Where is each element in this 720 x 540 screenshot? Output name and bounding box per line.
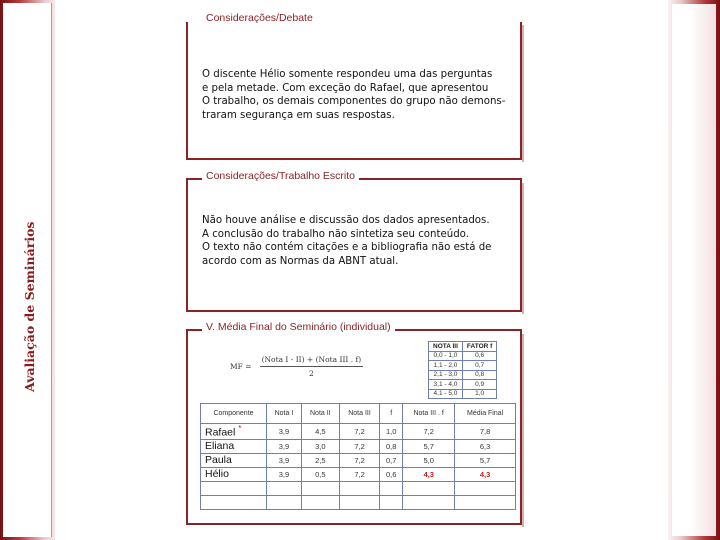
written-work-line: O texto não contém citações e a bibliografia não está de: [202, 242, 492, 254]
fator-cell: 1,0: [462, 389, 496, 399]
debate-box-title: Considerações/Debate: [202, 12, 317, 24]
header-cell: Nota III . f: [403, 404, 455, 424]
highlighted-final-grade-cell: 4,3: [455, 467, 516, 481]
blank-row: [201, 495, 516, 509]
fator-cell: 0,8: [462, 370, 496, 380]
asterisk-mark: *: [238, 424, 242, 433]
formula-denominator: 2: [309, 369, 314, 378]
blank-cell: [339, 495, 380, 509]
debate-line: e pela metade. Com exceção do Rafael, que apresentou: [202, 82, 489, 94]
formula-numerator: (Nota I - II) + (Nota III . f): [260, 355, 364, 367]
side-title: Avaliação de Seminários: [22, 221, 37, 392]
grade-cell: 3,9: [267, 453, 302, 467]
header-cell: Nota I: [267, 404, 302, 424]
blank-cell: [301, 481, 339, 495]
debate-box: [186, 12, 522, 160]
grade-cell: 0,6: [380, 467, 403, 481]
header-cell: f: [380, 404, 403, 424]
fator-cell: 3,1 - 4,0: [429, 380, 463, 390]
blank-cell: [267, 481, 302, 495]
blank-cell: [301, 495, 339, 509]
final-grade-formula: [230, 355, 363, 378]
grade-cell: 0,7: [380, 453, 403, 467]
blank-cell: [380, 481, 403, 495]
final-grade-cell: 5,7: [455, 453, 516, 467]
blank-cell: [201, 495, 267, 509]
table-row: [201, 453, 516, 467]
written-work-line: acordo com as Normas da ABNT atual.: [202, 255, 399, 267]
grade-cell: 4,5: [301, 424, 339, 440]
blank-cell: [267, 495, 302, 509]
blank-cell: [403, 495, 455, 509]
final-grade-box: [186, 321, 522, 525]
final-grade-header-row: [201, 404, 516, 424]
fator-cell: 4,1 - 5,0: [429, 389, 463, 399]
grade-cell: 7,2: [339, 467, 380, 481]
fator-row: [429, 361, 497, 371]
component-name: [201, 439, 267, 453]
blank-cell: [455, 495, 516, 509]
written-work-line: A conclusão do trabalho não sintetiza seu conteúdo.: [202, 228, 469, 240]
final-grade-table: [200, 403, 516, 510]
grade-cell: 3,9: [267, 424, 302, 440]
written-work-line: Não houve análise e discussão dos dados apresentados.: [202, 215, 490, 226]
header-cell: Nota II: [301, 404, 339, 424]
fator-cell: 0,9: [462, 380, 496, 390]
highlighted-grade-cell: 4,3: [403, 467, 455, 481]
header-cell: Componente: [201, 404, 267, 424]
fator-table: [428, 341, 497, 399]
slide-image: [172, 14, 533, 526]
formula-lhs: MF =: [230, 362, 252, 371]
blank-cell: [339, 481, 380, 495]
grade-cell: 3,0: [301, 439, 339, 453]
formula-fraction: [260, 355, 364, 378]
grade-cell: 2,5: [301, 453, 339, 467]
component-name-text: Hélio: [205, 468, 229, 480]
component-name-text: Paula: [205, 454, 232, 466]
fator-cell: 2,1 - 3,0: [429, 370, 463, 380]
grade-cell: 0,5: [301, 467, 339, 481]
blank-row: [201, 481, 516, 495]
grade-cell: 0,8: [380, 439, 403, 453]
fator-row: [429, 351, 497, 361]
component-name-text: Rafael: [205, 426, 236, 439]
fator-cell: 0,7: [462, 361, 496, 371]
grade-cell: 1,0: [380, 424, 403, 440]
grade-cell: 7,2: [339, 453, 380, 467]
header-cell: Nota III: [339, 404, 380, 424]
fator-header-cell: NOTA III: [429, 342, 463, 352]
final-grade-cell: 6,3: [455, 439, 516, 453]
blank-cell: [380, 495, 403, 509]
table-row: [201, 439, 516, 453]
grade-cell: 7,2: [403, 424, 455, 440]
table-row: [201, 467, 516, 481]
component-name: [201, 467, 267, 481]
debate-line: O trabalho, os demais componentes do grupo não demons-: [202, 96, 506, 108]
written-work-box: [186, 170, 522, 312]
fator-header-cell: FATOR f: [462, 342, 496, 352]
debate-line: O discente Hélio somente respondeu uma das perguntas: [202, 69, 493, 80]
grade-cell: 3,9: [267, 439, 302, 453]
header-cell: Média Final: [455, 404, 516, 424]
written-work-text: [202, 214, 512, 268]
fator-header-row: [429, 342, 497, 352]
fator-cell: 1,1 - 2,0: [429, 361, 463, 371]
table-row: [201, 424, 516, 440]
final-grade-cell: 7,8: [455, 424, 516, 440]
right-frame-inner: [672, 4, 716, 536]
fator-row: [429, 389, 497, 399]
fator-row: [429, 380, 497, 390]
debate-line: traram segurança em suas respostas.: [202, 109, 395, 121]
grade-cell: 7,2: [339, 439, 380, 453]
final-grade-box-title: V. Média Final do Seminário (individual): [202, 321, 395, 333]
blank-cell: [455, 481, 516, 495]
component-name-text: Eliana: [205, 440, 235, 452]
component-name: [201, 424, 267, 440]
grade-cell: 7,2: [339, 424, 380, 440]
written-work-box-title: Considerações/Trabalho Escrito: [202, 170, 359, 182]
grade-cell: 5,7: [403, 439, 455, 453]
blank-cell: [201, 481, 267, 495]
grade-cell: 5,0: [403, 453, 455, 467]
blank-cell: [403, 481, 455, 495]
fator-cell: 0,6: [462, 351, 496, 361]
component-name: [201, 453, 267, 467]
right-frame-border: [668, 0, 720, 540]
grade-cell: 3,9: [267, 467, 302, 481]
debate-text: [202, 68, 512, 122]
fator-cell: 0,0 - 1,0: [429, 351, 463, 361]
fator-row: [429, 370, 497, 380]
